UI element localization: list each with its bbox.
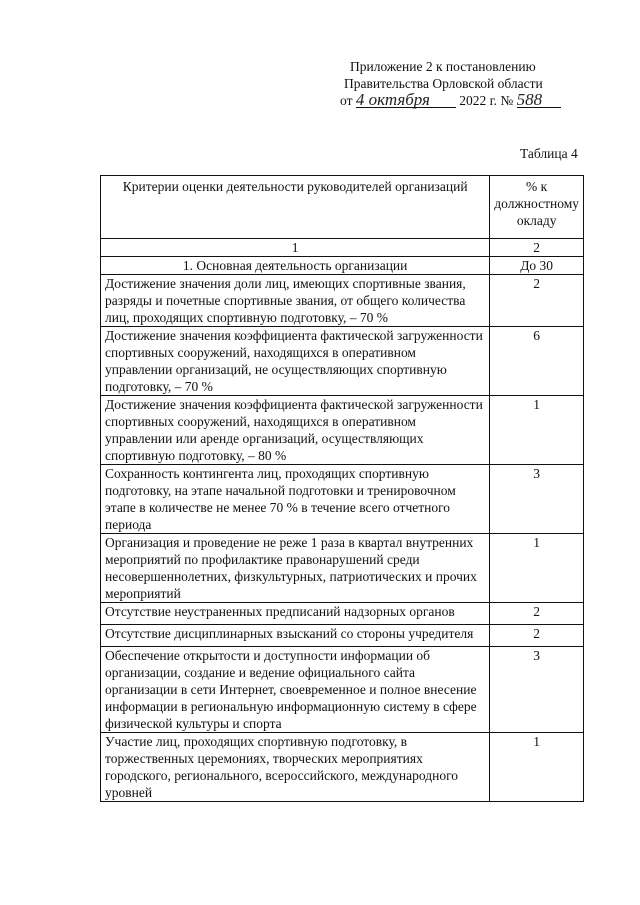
percent-cell: 1 [490, 396, 584, 465]
table-row [101, 603, 584, 625]
col1-number: 1 [101, 239, 490, 257]
section-value: До 30 [490, 257, 584, 275]
criterion-cell: Достижение значения коэффициента фактической загруженности спортивных сооружений, находящихся в оперативном управлении или аренде организаций, осуществляющих спортивную подготовку, – 80 % [101, 396, 490, 465]
criterion-cell: Обеспечение открытости и доступности информации об организации, создание и ведение официального сайта организации в сети Интернет, своевременное и полное внесение информации в региональную информационную систему в сфере физической культуры и спорта [101, 647, 490, 733]
criterion-cell: Сохранность контингента лиц, проходящих спортивную подготовку, на этапе начальной подготовки и тренировочном этапе в количестве не менее 70 % в течение всего отчетного периода [101, 465, 490, 534]
table-row [101, 465, 584, 534]
table-row [101, 275, 584, 327]
col2-header: % к должностному окладу [490, 176, 584, 239]
percent-cell: 3 [490, 465, 584, 534]
percent-cell: 6 [490, 327, 584, 396]
table-row [101, 647, 584, 733]
handwritten-number: 588 [517, 92, 561, 108]
percent-cell: 2 [490, 625, 584, 647]
table-row [101, 625, 584, 647]
criterion-cell: Достижение значения доли лиц, имеющих спортивные звания, разряды и почетные спортивные звания, от общего количества лиц, проходящих спортивную подготовку, – 70 % [101, 275, 490, 327]
percent-cell: 1 [490, 534, 584, 603]
criteria-table [100, 175, 584, 802]
table-label: Таблица 4 [520, 146, 578, 161]
criterion-cell: Достижение значения коэффициента фактической загруженности спортивных сооружений, находящихся в оперативном управлении организаций, не осуществляющих спортивную подготовку, – 70 % [101, 327, 490, 396]
col2-number: 2 [490, 239, 584, 257]
table-row [101, 534, 584, 603]
date-prefix: от [340, 93, 353, 108]
percent-cell: 3 [490, 647, 584, 733]
col1-header: Критерии оценки деятельности руководителей организаций [101, 176, 490, 239]
table-header-row [101, 176, 584, 239]
percent-cell: 1 [490, 733, 584, 802]
percent-cell: 2 [490, 275, 584, 327]
criterion-cell: Отсутствие неустраненных предписаний надзорных органов [101, 603, 490, 625]
column-number-row [101, 239, 584, 257]
appendix-header [340, 58, 600, 109]
handwritten-date: 4 октября [356, 92, 456, 108]
criterion-cell: Отсутствие дисциплинарных взысканий со стороны учредителя [101, 625, 490, 647]
appendix-line-2: Правительства Орловской области [344, 76, 543, 91]
table-row [101, 327, 584, 396]
section-title: 1. Основная деятельность организации [101, 257, 490, 275]
appendix-line-3 [340, 92, 600, 109]
percent-cell: 2 [490, 603, 584, 625]
appendix-line-1: Приложение 2 к постановлению [350, 59, 536, 74]
criterion-cell: Участие лиц, проходящих спортивную подготовку, в торжественных церемониях, творческих мероприятиях городского, регионального, всероссийского, международного уровней [101, 733, 490, 802]
criterion-cell: Организация и проведение не реже 1 раза в квартал внутренних мероприятий по профилактике правонарушений среди несовершеннолетних, физкультурных, патриотических и прочих мероприятий [101, 534, 490, 603]
table-row [101, 396, 584, 465]
section-row [101, 257, 584, 275]
year-text: 2022 г. № [459, 93, 514, 108]
table-row [101, 733, 584, 802]
